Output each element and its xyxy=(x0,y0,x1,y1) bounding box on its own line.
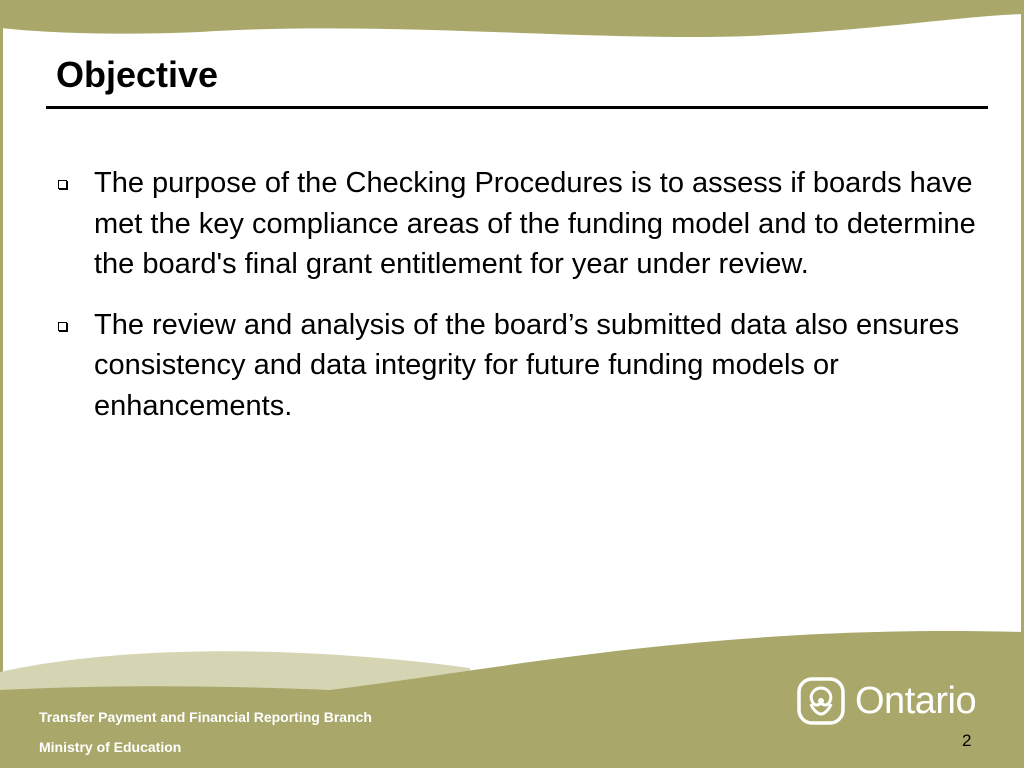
footer-branch: Transfer Payment and Financial Reporting Branch xyxy=(39,709,372,725)
page-number: 2 xyxy=(962,731,972,750)
slide-title: Objective xyxy=(56,54,219,95)
ontario-wordmark: Ontario xyxy=(855,679,977,722)
bullet-list xyxy=(56,163,986,446)
bullet-item xyxy=(56,163,986,285)
ontario-logo xyxy=(797,677,976,725)
ontario-trillium-icon xyxy=(797,677,845,725)
left-border xyxy=(0,0,3,768)
title-divider xyxy=(46,106,988,109)
bullet-text: The review and analysis of the board’s submitted data also ensures consistency and data integrity for future funding models or enhancements. xyxy=(94,308,960,422)
footer-ministry: Ministry of Education xyxy=(39,739,182,755)
square-bullet-icon xyxy=(58,180,67,189)
square-bullet-icon xyxy=(58,322,67,331)
bullet-item xyxy=(56,305,986,427)
bullet-text: The purpose of the Checking Procedures is to assess if boards have met the key compliance areas of the funding model and to determine the board's final grant entitlement for year under review. xyxy=(94,167,976,280)
top-band xyxy=(0,0,1024,37)
